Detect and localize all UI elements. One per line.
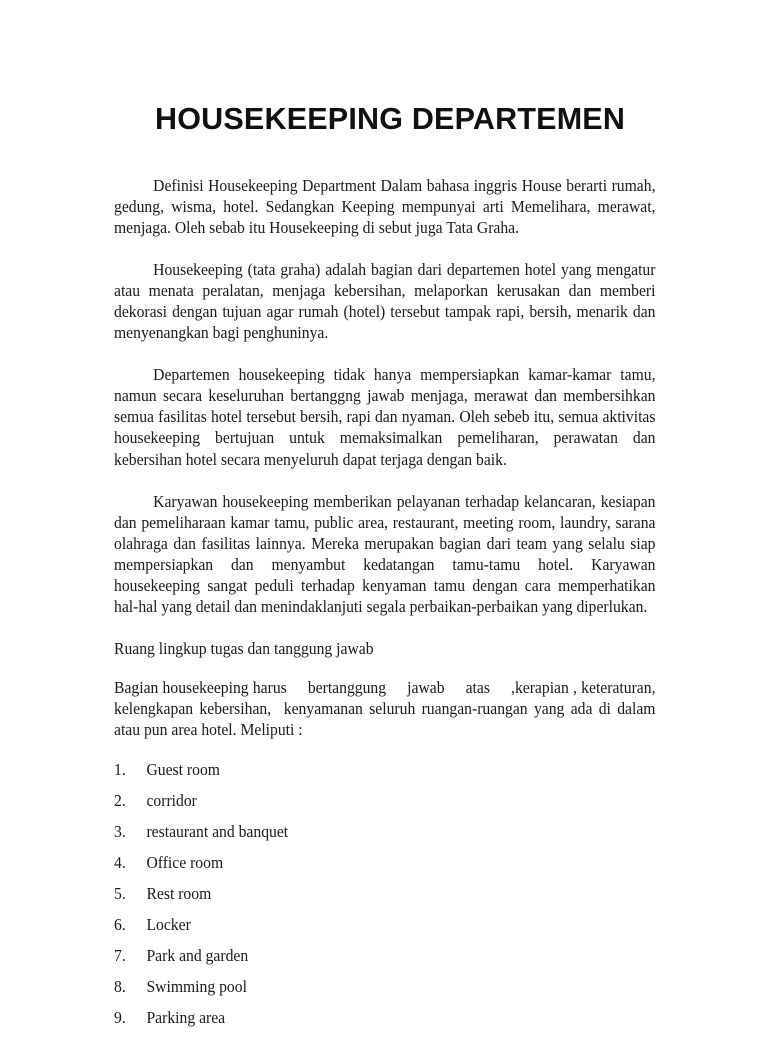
list-item-number: 4.	[114, 852, 126, 872]
list-item-label: Swimming pool	[146, 976, 247, 996]
list-item-number: 1.	[114, 759, 126, 779]
list-item	[114, 852, 632, 883]
document-body	[114, 102, 660, 1038]
list-item-number: 6.	[114, 914, 126, 934]
list-item	[114, 821, 632, 852]
list-item	[114, 759, 632, 790]
paragraph-spacer	[114, 617, 656, 638]
list-item-number: 9.	[114, 1007, 126, 1027]
list-spacer	[114, 741, 656, 759]
list-item-number: 8.	[114, 976, 126, 996]
scope-list	[114, 759, 656, 1038]
section-heading-ruang-lingkup: Ruang lingkup tugas dan tanggung jawab	[114, 639, 374, 659]
list-item	[114, 883, 632, 914]
list-item-label: corridor	[146, 790, 197, 810]
list-item	[114, 945, 632, 976]
list-item-number: 5.	[114, 883, 126, 903]
paragraph-spacer	[114, 470, 656, 491]
paragraph-karyawan: Karyawan housekeeping memberikan pelayanan terhadap kelancaran, kesiapan dan pemeliharaan kamar tamu, public area, restaurant, meeting room, laundry, sarana olahraga dan fasilitas lainnya. Mereka merupakan bagian dari team yang selalu siap mempersiapkan dan menyambut kedatangan tamu-tamu hotel. Karyawan housekeeping sangat peduli terhadap kenyaman tamu dengan cara memperhatikan hal-hal yang detail dan menindaklanjuti segala perbaikan-perbaikan yang diperlukan.	[114, 491, 656, 617]
paragraph-bagian-housekeeping: Bagian housekeeping harus bertanggung jawab atas ,kerapian , keteraturan, kelengkapan kebersihan, kenyamanan seluruh ruangan-ruangan yang ada di dalam atau pun area hotel. Meliputi :	[114, 678, 660, 740]
list-item	[114, 790, 632, 821]
list-item-number: 3.	[114, 821, 126, 841]
list-item-number: 2.	[114, 790, 126, 810]
list-item	[114, 976, 632, 1007]
paragraph-definition: Definisi Housekeeping Department Dalam bahasa inggris House berarti rumah, gedung, wisma, hotel. Sedangkan Keeping mempunyai arti Memelihara, merawat, menjaga. Oleh sebab itu Housekeeping di sebut juga Tata Graha.	[114, 175, 656, 237]
list-item-label: restaurant and banquet	[146, 821, 289, 841]
list-item-label: Office room	[146, 852, 224, 872]
list-item-number: 7.	[114, 945, 126, 965]
paragraph-spacer	[114, 343, 656, 364]
list-item-label: Guest room	[146, 759, 220, 779]
list-item-label: Parking area	[146, 1007, 226, 1027]
list-item-label: Locker	[146, 914, 191, 934]
title-spacer	[114, 135, 656, 175]
paragraph-departemen: Departemen housekeeping tidak hanya mempersiapkan kamar-kamar tamu, namun secara keseluruhan bertanggng jawab menjaga, merawat dan membersihkan semua fasilitas hotel tersebut bersih, rapi dan nyaman. Oleh sebeb itu, semua aktivitas housekeeping bertujuan untuk memaksimalkan pemeliharan, perawatan dan kebersihan hotel secara menyeluruh dapat terjaga dengan baik.	[114, 365, 656, 469]
list-item-label: Rest room	[146, 883, 212, 903]
list-item	[114, 1007, 632, 1038]
list-item	[114, 914, 632, 945]
page-title: HOUSEKEEPING DEPARTEMEN	[155, 102, 626, 136]
paragraph-spacer	[114, 659, 656, 677]
paragraph-tata-graha: Housekeeping (tata graha) adalah bagian dari departemen hotel yang mengatur atau menata peralatan, menjaga kebersihan, melaporkan kerusakan dan memberi dekorasi dengan tujuan agar rumah (hotel) tersebut tampak rapi, bersih, menarik dan menyenangkan bagi penghuninya.	[114, 259, 656, 343]
list-item-label: Park and garden	[146, 945, 249, 965]
paragraph-spacer	[114, 238, 656, 259]
